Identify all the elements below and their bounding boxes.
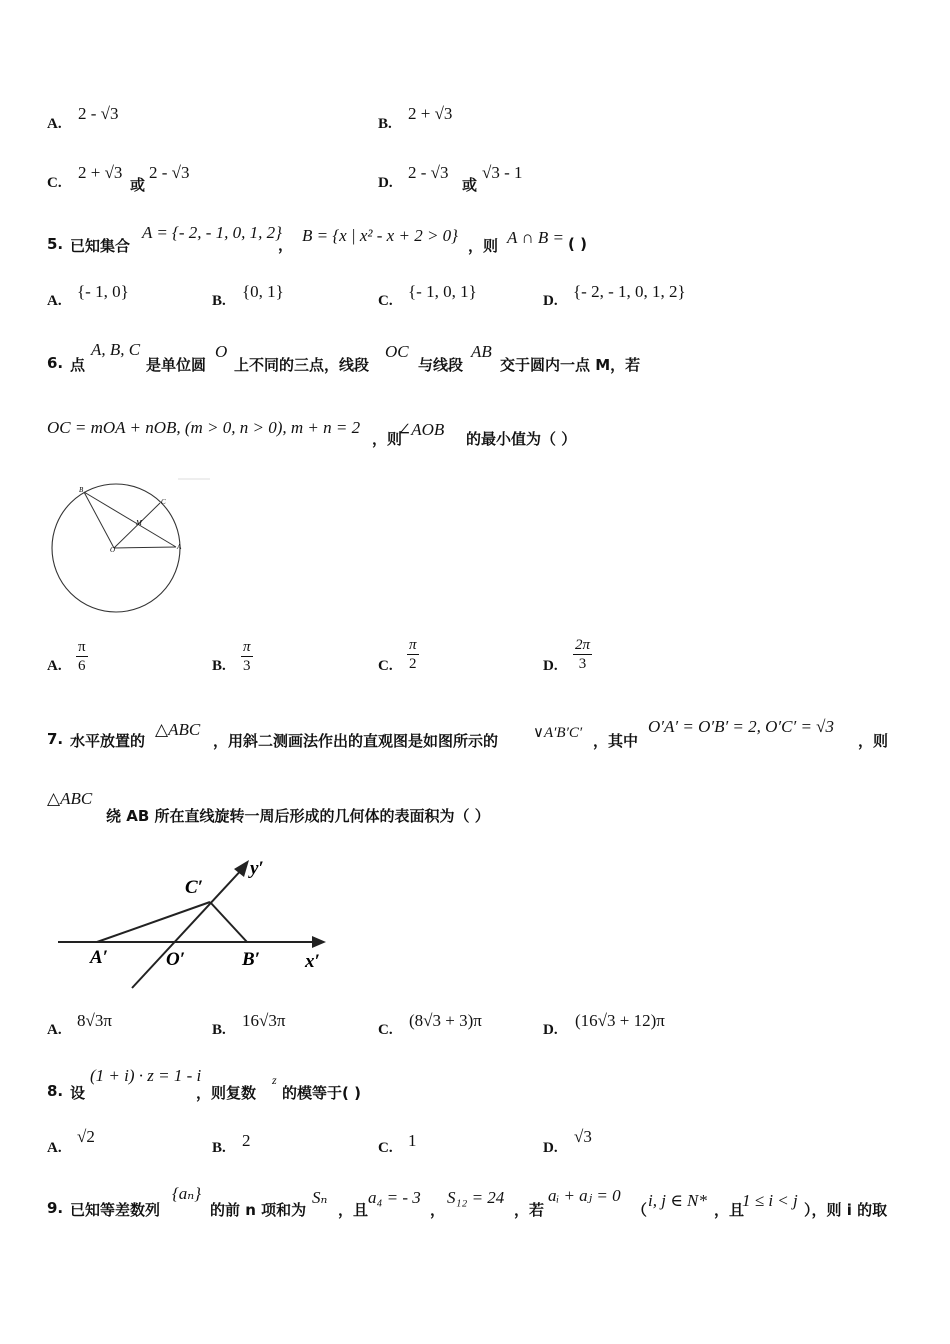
q6-text-2: 是单位圆	[146, 356, 207, 374]
q5-option-b-expr: {0, 1}	[242, 282, 284, 301]
q4-option-c-expr1: 2 + √3	[78, 163, 123, 182]
q7-text-2: ，用斜二测画法作出的直观图是如图所示的	[213, 732, 499, 750]
q6-option-c-frac	[407, 636, 419, 673]
q4-option-a-label[interactable]: A.	[47, 116, 62, 132]
q8-equation: (1 + i) · z = 1 - i	[90, 1066, 202, 1085]
q6-option-a-frac	[76, 638, 88, 675]
q6-figure	[50, 470, 220, 615]
segment-c-b	[210, 902, 247, 942]
q6-angle: ∠AOB	[397, 420, 445, 439]
q6-option-b-num: π	[243, 639, 251, 655]
fig-label-o-prime: O′	[166, 949, 186, 970]
q7-option-a-expr: 8√3π	[77, 1011, 112, 1030]
q4-option-b-expr: 2 + √3	[408, 104, 453, 123]
fig-label-a: A	[177, 543, 182, 551]
q9-cond-a4: a₄ = - 3	[368, 1188, 421, 1207]
q5-option-c-label[interactable]: C.	[378, 293, 393, 309]
q7-condition: O′A′ = O′B′ = 2, O′C′ = √3	[648, 717, 834, 736]
q7-option-c-label[interactable]: C.	[378, 1022, 393, 1038]
q8-option-b-label[interactable]: B.	[212, 1140, 226, 1156]
q6-points: A, B, C	[91, 340, 141, 359]
q8-var: z	[272, 1073, 277, 1087]
q4-option-d-expr2: √3 - 1	[482, 163, 523, 182]
fig-label-o: O	[110, 546, 116, 554]
q5-option-b-label[interactable]: B.	[212, 293, 226, 309]
q5-set-b: B = {x | x² - x + 2 > 0}	[302, 226, 458, 245]
q6-option-b-label[interactable]: B.	[212, 658, 226, 674]
q6-option-a-den: 6	[78, 658, 86, 674]
q5-option-a-label[interactable]: A.	[47, 293, 62, 309]
q8-option-c-expr: 1	[408, 1131, 417, 1150]
q9-text-2: 的前 n 项和为	[210, 1201, 307, 1219]
q9-number: 9.	[47, 1199, 64, 1217]
q6-option-c-label[interactable]: C.	[378, 658, 393, 674]
fig-label-c-prime: C′	[185, 877, 204, 898]
q7-option-b-expr: 16√3π	[242, 1011, 286, 1030]
q9-sequence: {aₙ}	[172, 1184, 201, 1203]
q6-seg-ab: AB	[471, 342, 492, 361]
q6-text-5: 交于圆内一点 M，若	[500, 356, 641, 374]
q6-text-1: 点	[70, 356, 86, 374]
q6-text-4: 与线段	[418, 356, 464, 374]
q9-cond-range: 1 ≤ i < j	[742, 1191, 798, 1210]
q4-option-d-expr1: 2 - √3	[408, 163, 449, 182]
q7-triangle: △ABC	[155, 720, 201, 739]
q9-text-1: 已知等差数列	[70, 1201, 161, 1219]
q9-text-6: （	[632, 1201, 648, 1219]
q7-option-b-label[interactable]: B.	[212, 1022, 226, 1038]
fig-label-m: M	[136, 519, 142, 527]
q9-cond-sum-zero: aᵢ + aⱼ = 0	[548, 1186, 621, 1205]
q7-option-d-label[interactable]: D.	[543, 1022, 558, 1038]
q6-text-7: 的最小值为（ ）	[466, 430, 577, 448]
q7-option-a-label[interactable]: A.	[47, 1022, 62, 1038]
q9-cond-s12: S₁₂ = 24	[447, 1188, 505, 1207]
q5-ask-prefix: ，则	[468, 237, 499, 255]
q9-text-5: ，若	[514, 1201, 545, 1219]
q4-option-d-or: 或	[462, 176, 478, 194]
q5-lead: 已知集合	[70, 237, 131, 255]
fig-label-b: B	[79, 486, 84, 494]
q7-option-c-expr: (8√3 + 3)π	[409, 1011, 482, 1030]
q4-option-c-expr2: 2 - √3	[149, 163, 190, 182]
q4-option-d-label[interactable]: D.	[378, 175, 393, 191]
segment-oa	[114, 547, 176, 548]
q8-text-2: ，则复数	[196, 1084, 257, 1102]
q8-option-d-label[interactable]: D.	[543, 1140, 558, 1156]
q8-text-3: 的模等于( )	[282, 1084, 361, 1102]
q6-option-d-num: 2π	[575, 637, 591, 653]
q7-text-4: ，则	[858, 732, 889, 750]
q5-option-d-label[interactable]: D.	[543, 293, 558, 309]
q5-comma: ，	[278, 236, 294, 254]
q8-option-d-expr: √3	[574, 1127, 592, 1146]
q6-option-c-den: 2	[409, 656, 417, 672]
q5-ask: A ∩ B =	[507, 228, 564, 247]
q8-text-1: 设	[70, 1084, 86, 1102]
q5-option-d-expr: {- 2, - 1, 0, 1, 2}	[573, 282, 686, 301]
q5-paren: ( )	[568, 235, 587, 253]
q6-option-a-num: π	[78, 639, 86, 655]
q9-cond-ij: i, j ∈ N*	[648, 1191, 707, 1210]
q6-condition: OC = mOA + nOB, (m > 0, n > 0), m + n = 2	[47, 418, 361, 437]
q4-option-c-label[interactable]: C.	[47, 175, 62, 191]
q6-number: 6.	[47, 354, 64, 372]
q5-option-c-expr: {- 1, 0, 1}	[408, 282, 477, 301]
q8-option-a-expr: √2	[77, 1127, 95, 1146]
q9-text-8: ），则 i 的取	[804, 1201, 888, 1219]
q6-text-6: ，则	[372, 430, 403, 448]
q6-option-b-frac	[241, 638, 253, 675]
q8-option-b-expr: 2	[242, 1131, 251, 1150]
q6-option-a-label[interactable]: A.	[47, 658, 62, 674]
q6-seg-oc: OC	[385, 342, 409, 361]
q6-option-b-den: 3	[243, 658, 251, 674]
fig-label-c: C	[161, 498, 166, 506]
q7-text-5: 绕 AB 所在直线旋转一周后形成的几何体的表面积为（ ）	[106, 807, 490, 825]
q4-option-a-expr: 2 - √3	[78, 104, 119, 123]
q7-text-1: 水平放置的	[70, 732, 146, 750]
q5-number: 5.	[47, 235, 64, 253]
q8-option-a-label[interactable]: A.	[47, 1140, 62, 1156]
q9-text-7: ，且	[714, 1201, 745, 1219]
x-axis-arrow	[312, 936, 326, 948]
q6-option-d-label[interactable]: D.	[543, 658, 558, 674]
q5-set-a: A = {- 2, - 1, 0, 1, 2}	[142, 223, 282, 242]
q7-option-d-expr: (16√3 + 12)π	[575, 1011, 665, 1030]
q9-text-3: ，且	[338, 1201, 369, 1219]
q6-option-d-frac	[573, 636, 592, 673]
q4-option-b-label[interactable]: B.	[378, 116, 392, 132]
fig-label-b-prime: B′	[242, 949, 261, 970]
q8-option-c-label[interactable]: C.	[378, 1140, 393, 1156]
fig-label-x-prime: x′	[305, 951, 320, 972]
q6-option-c-num: π	[409, 637, 417, 653]
q5-option-a-expr: {- 1, 0}	[77, 282, 129, 301]
q6-text-3: 上不同的三点，线段	[234, 356, 370, 374]
q6-option-d-den: 3	[578, 656, 587, 672]
q4-option-c-or: 或	[130, 176, 146, 194]
q7-triangle-prime: ∨A′B′C′	[533, 725, 583, 741]
q7-figure	[50, 848, 340, 993]
q7-number: 7.	[47, 730, 64, 748]
q9-text-4: ，	[430, 1201, 446, 1219]
q8-number: 8.	[47, 1082, 64, 1100]
q6-circle: O	[215, 342, 228, 361]
fig-label-a-prime: A′	[90, 947, 109, 968]
fig-label-y-prime: y′	[250, 858, 264, 879]
q7-text-3: ，其中	[593, 732, 639, 750]
q7-triangle-2: △ABC	[47, 789, 93, 808]
q9-sum: Sₙ	[312, 1188, 328, 1207]
